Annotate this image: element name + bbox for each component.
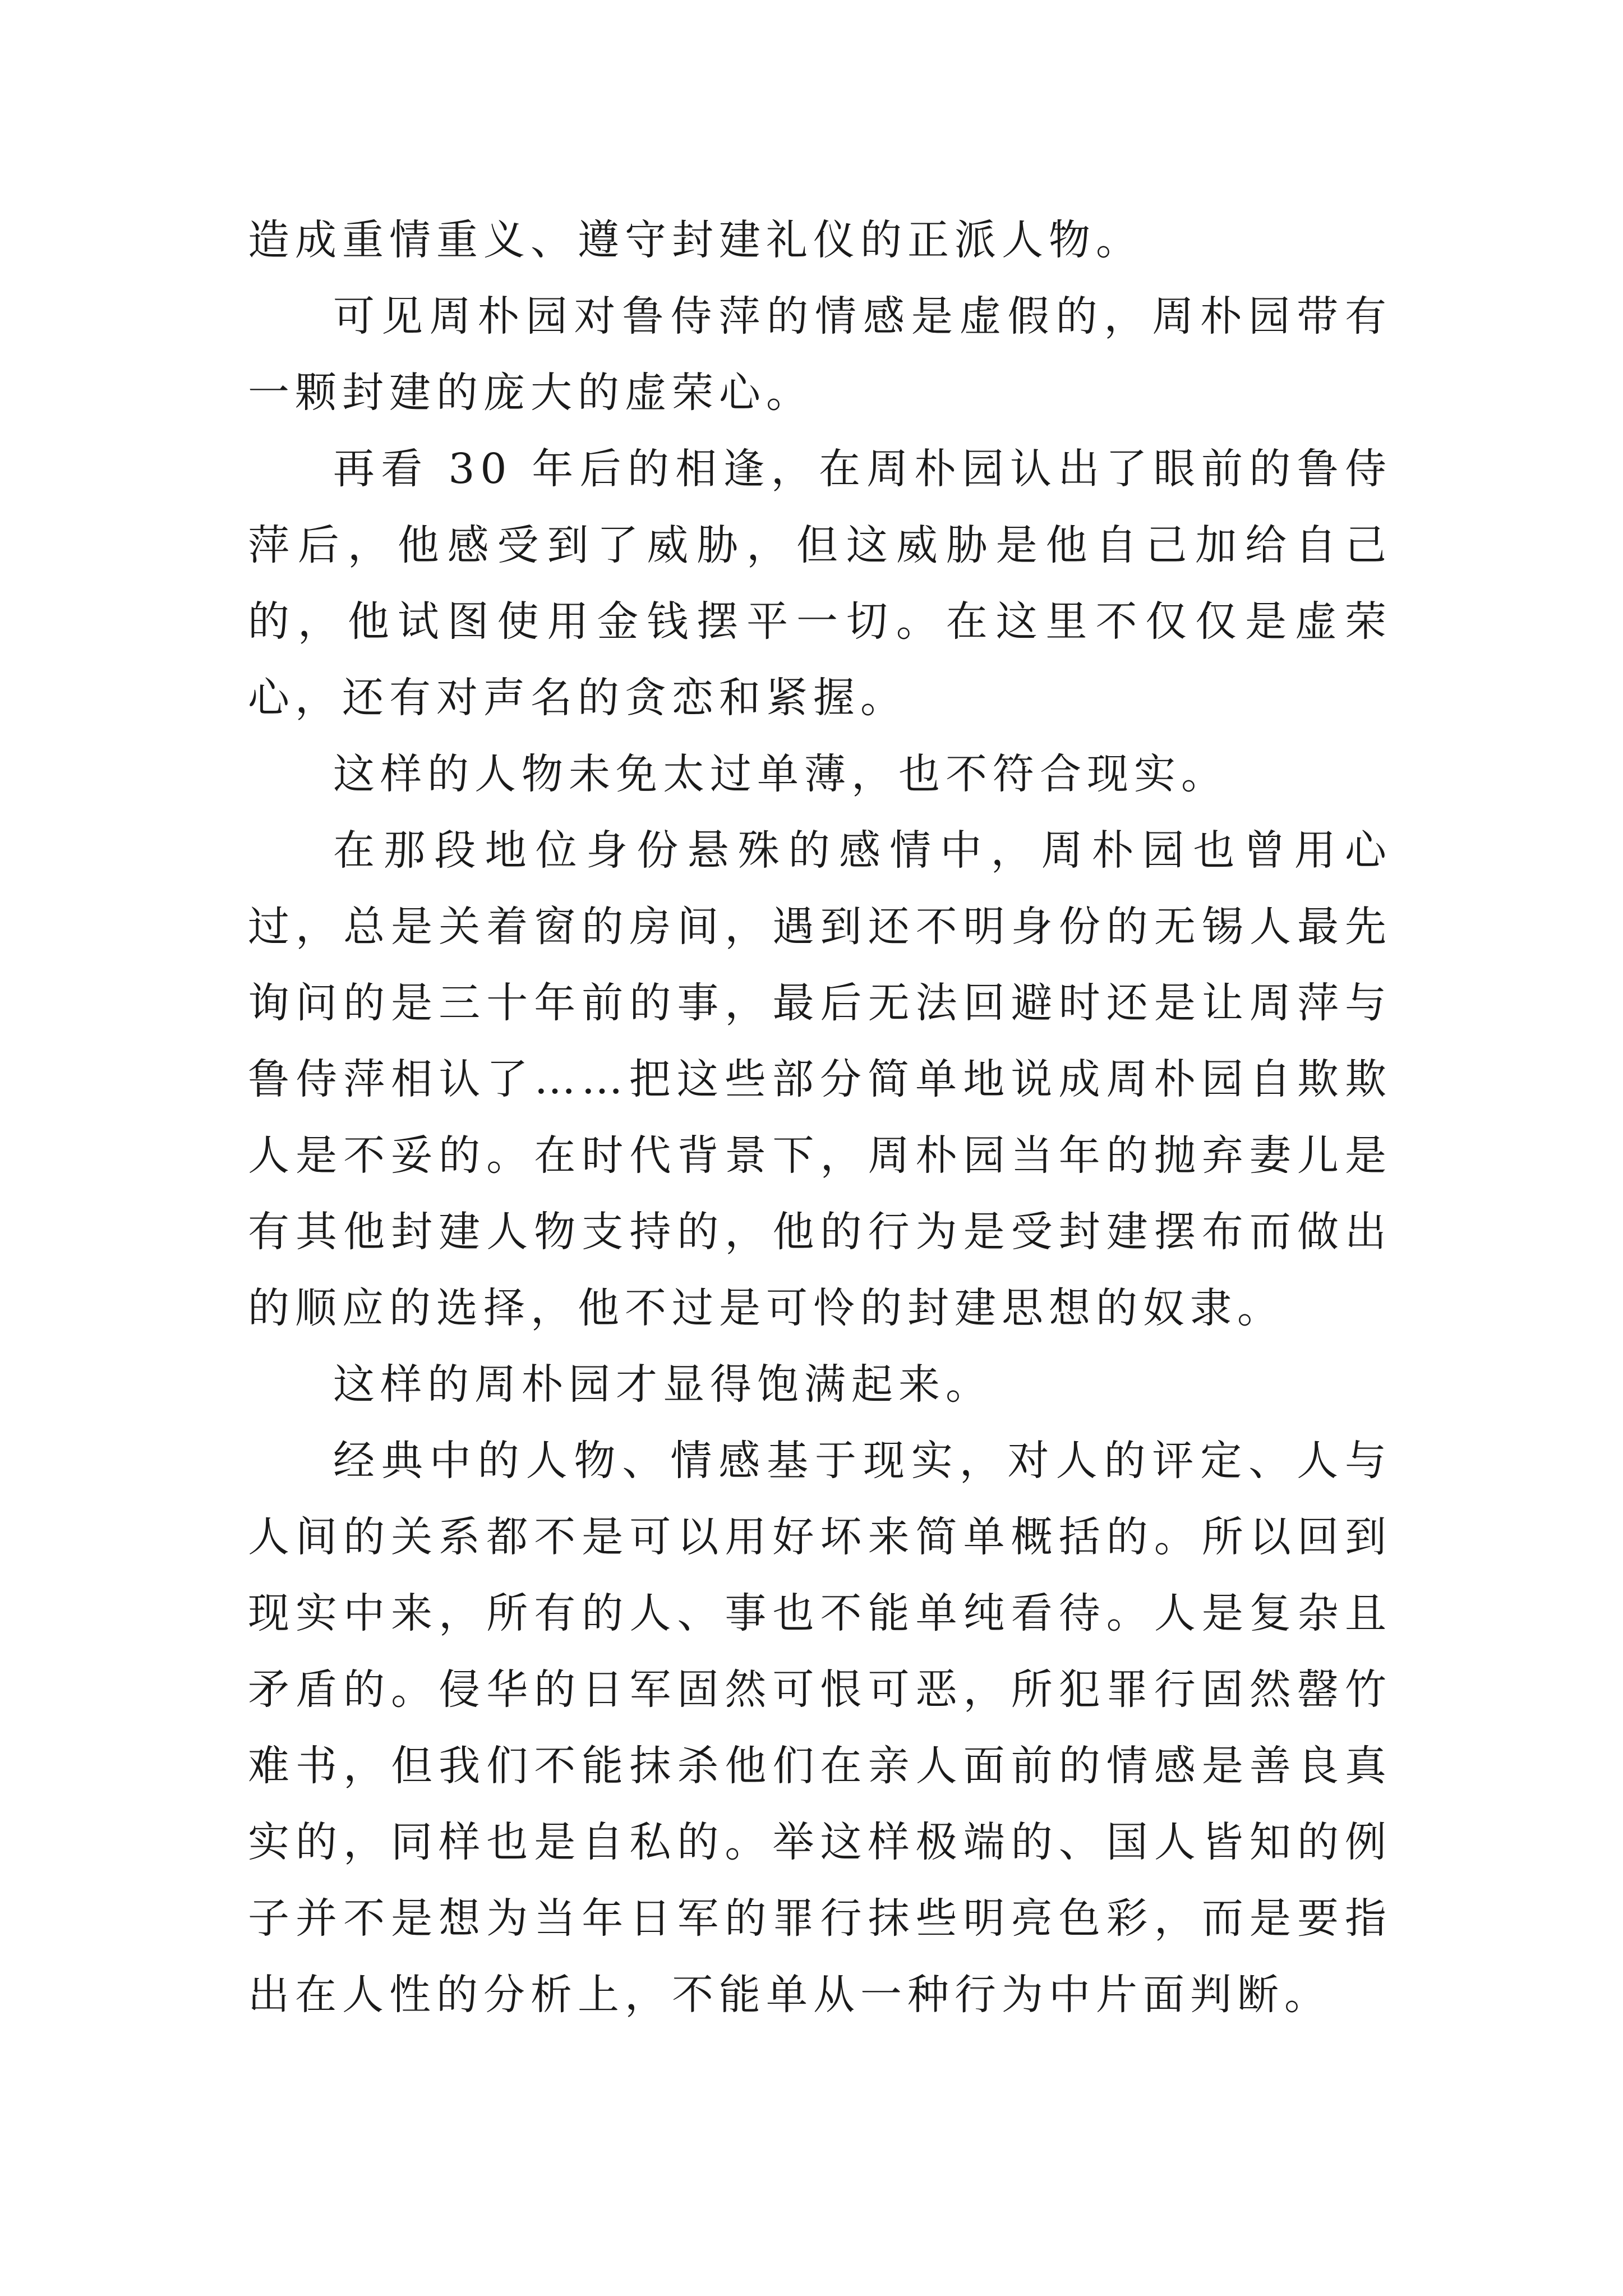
body-text <box>248 202 1392 2033</box>
paragraph: 这样的周朴园才显得饱满起来。 <box>333 1360 993 1409</box>
paragraph: 再看 30 年后的相逢，在周朴园认出了眼前的鲁侍萍后，他感受到了威胁，但这威胁是他自己加给自己的，他试图使用金钱摆平一切。在这里不仅仅是虚荣心，还有对声名的贪恋和紧握。 <box>248 445 1392 722</box>
paragraph: 经典中的人物、情感基于现实，对人的评定、人与人间的关系都不是可以用好坏来简单概括的。所以回到现实中来，所有的人、事也不能单纯看待。人是复杂且矛盾的。侵华的日军固然可恨可恶，所犯罪行固然罄竹难书，但我们不能抹杀他们在亲人面前的情感是善良真实的，同样也是自私的。举这样极端的、国人皆知的例子并不是想为当年日军的罪行抹些明亮色彩，而是要指出在人性的分析上，不能单从一种行为中片面判断。 <box>248 1437 1392 2019</box>
paragraph: 可见周朴园对鲁侍萍的情感是虚假的，周朴园带有一颗封建的庞大的虚荣心。 <box>248 292 1392 417</box>
paragraph: 这样的人物未免太过单薄，也不符合现实。 <box>333 750 1228 798</box>
paragraph: 在那段地位身份悬殊的感情中，周朴园也曾用心过，总是关着窗的房间，遇到还不明身份的无锡人最先询问的是三十年前的事，最后无法回避时还是让周萍与鲁侍萍相认了……把这些部分简单地说成周朴园自欺欺人是不妥的。在时代背景下，周朴园当年的抛弃妻儿是有其他封建人物支持的，他的行为是受封建摆布而做出的顺应的选择，他不过是可怜的封建思想的奴隶。 <box>248 826 1392 1332</box>
paragraph-continuation: 造成重情重义、遵守封建礼仪的正派人物。 <box>248 216 1143 264</box>
